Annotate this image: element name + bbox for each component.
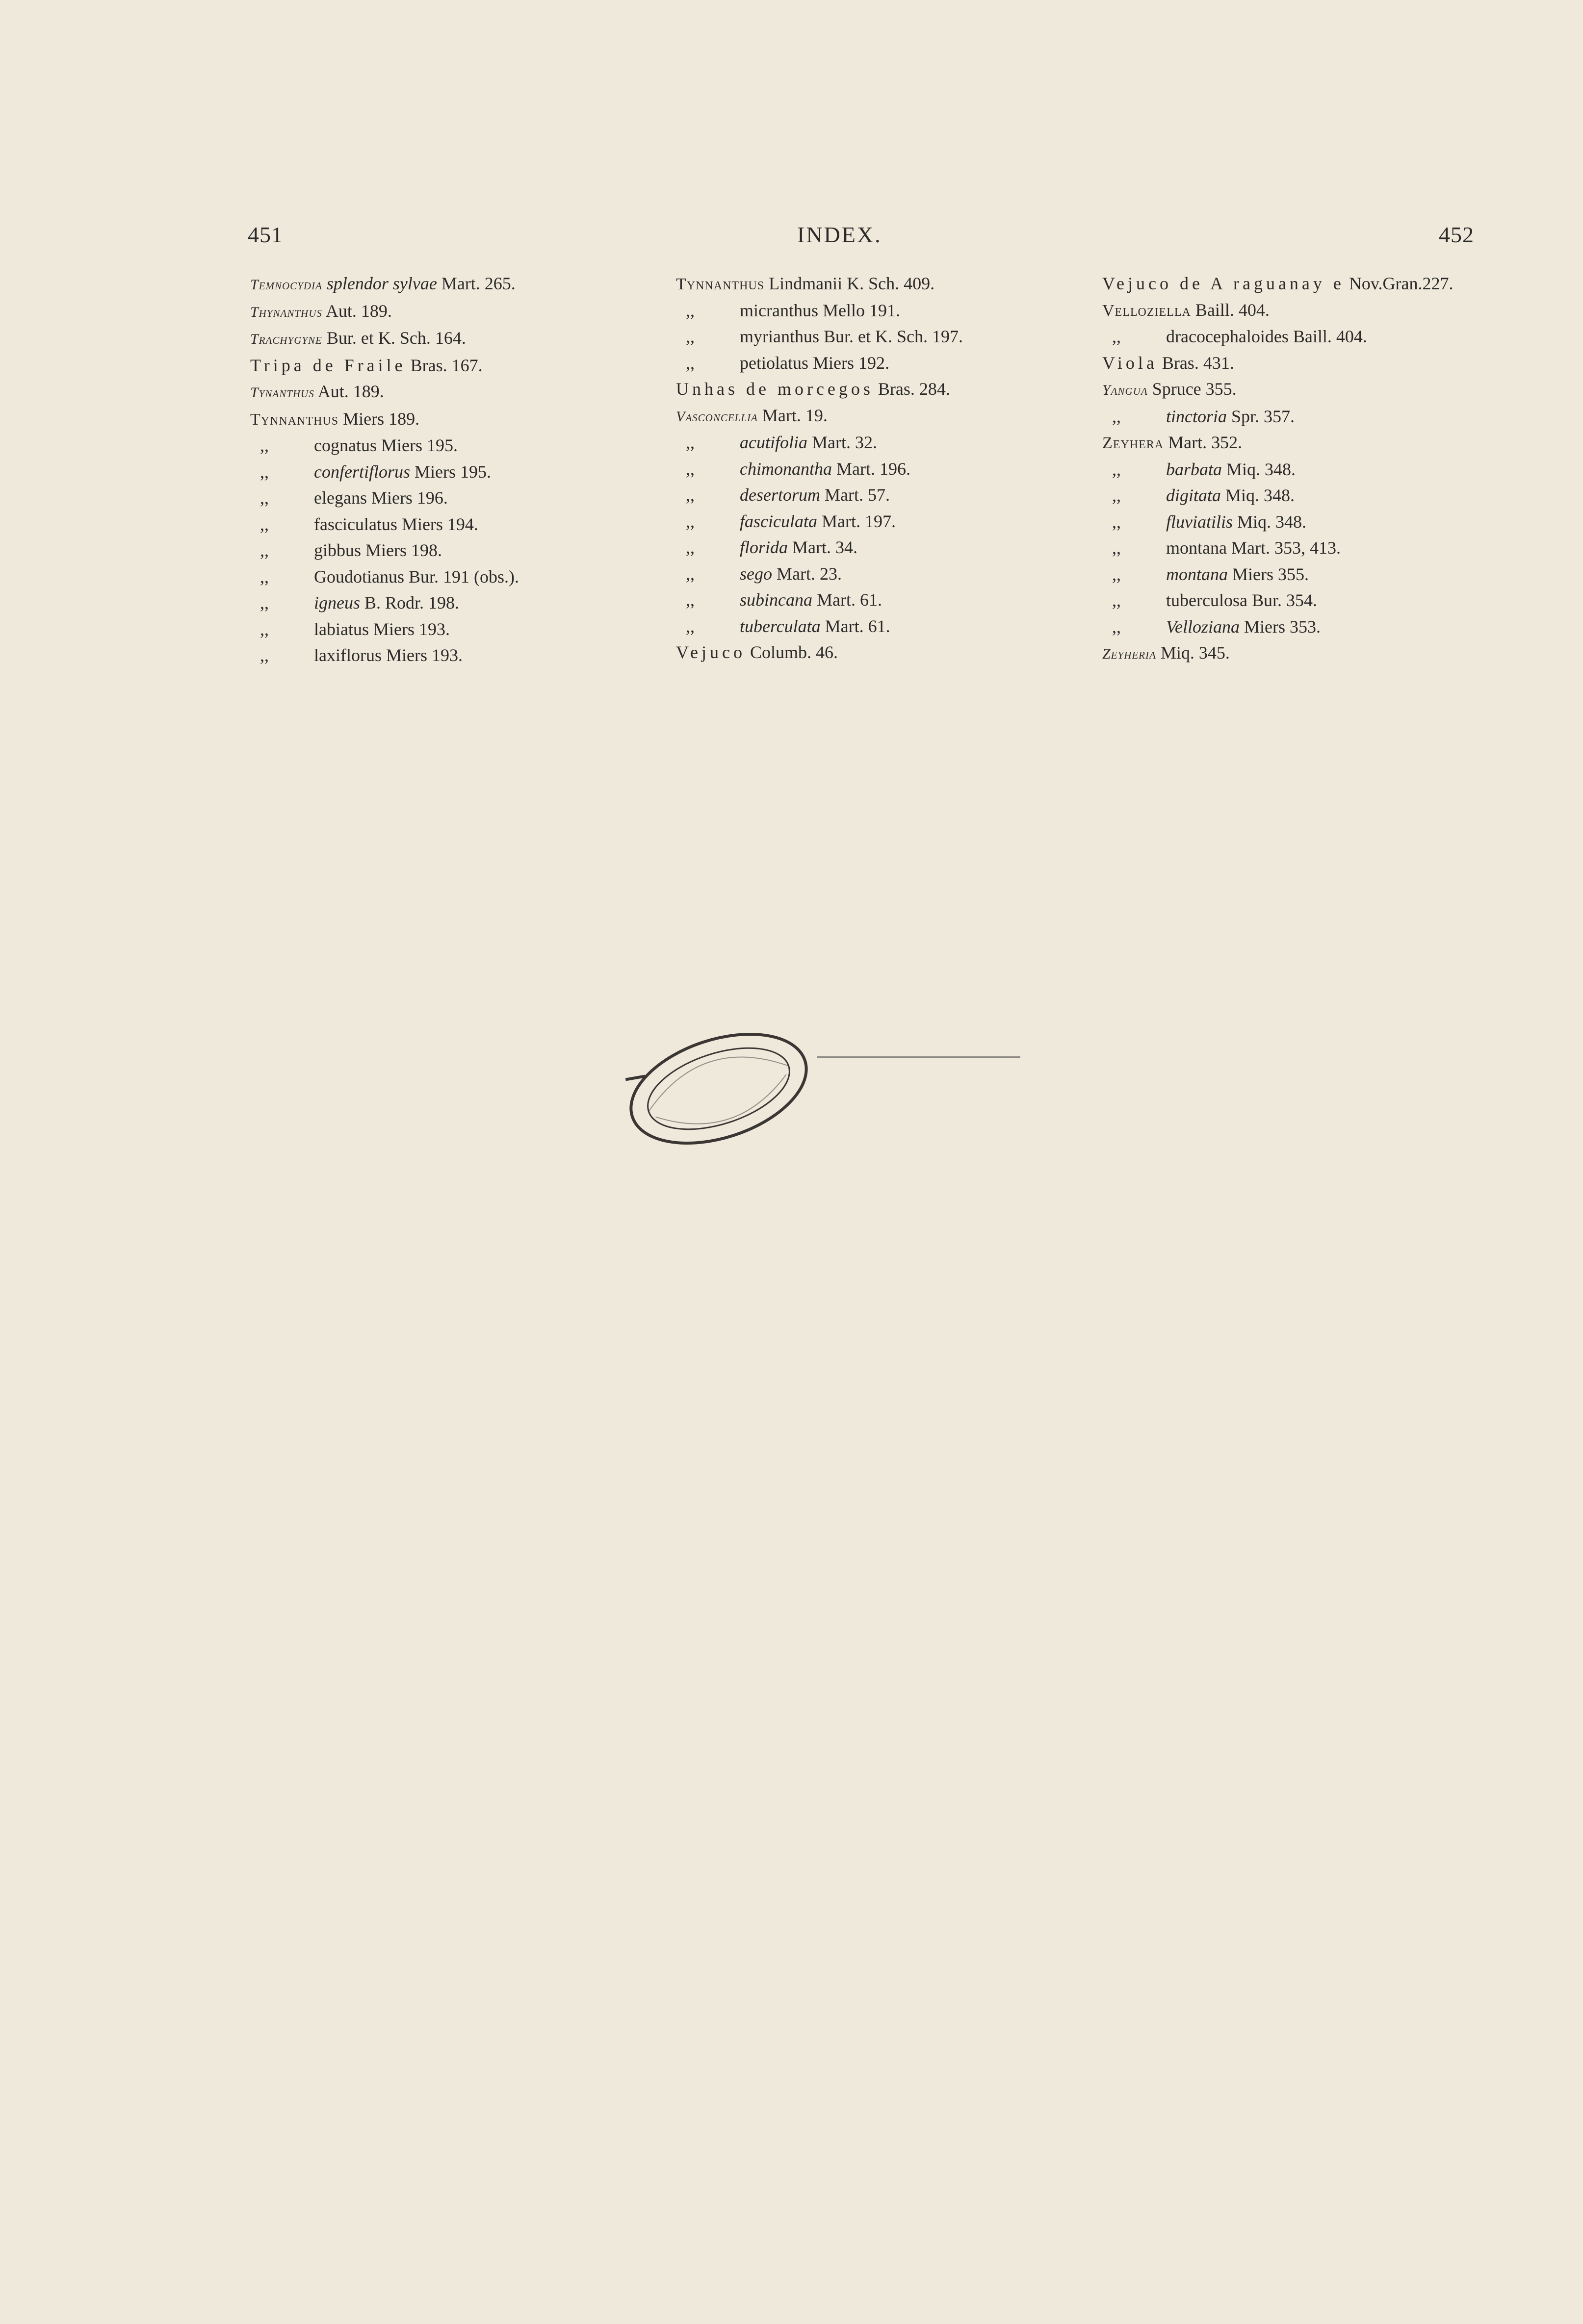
entry-text: Goudotianus Bur. 191 (obs.). (314, 566, 519, 587)
ditto-mark: ,, (260, 645, 269, 665)
entry-text: florida (740, 537, 788, 557)
index-entry (1102, 562, 1485, 588)
ditto-mark: ,, (686, 485, 695, 505)
ditto-mark: ,, (686, 459, 695, 479)
index-entry (676, 456, 1108, 483)
ditto-mark: ,, (686, 511, 695, 531)
page-title: INDEX. (797, 222, 882, 247)
ditto-mark: ,, (686, 563, 695, 584)
ditto-mark: ,, (1112, 564, 1121, 584)
entry-text: Mart. 61. (812, 590, 882, 610)
entry-text: Miers 355. (1228, 564, 1309, 584)
entry-text: splendor sylvae (322, 274, 437, 293)
entry-text: micranthus Mello 191. (740, 300, 900, 320)
entry-text: Spr. 357. (1227, 406, 1295, 426)
index-entry (250, 325, 682, 353)
index-entry (1102, 297, 1485, 324)
ditto-mark: ,, (1112, 616, 1121, 637)
entry-text: Bras. 167. (406, 355, 483, 375)
page-number-left: 451 (248, 222, 283, 247)
ditto-mark: ,, (1112, 511, 1121, 532)
page-header (248, 222, 1474, 256)
entry-text: Miq. 348. (1233, 511, 1307, 532)
entry-text: Zeyheria (1102, 646, 1156, 662)
index-entry (250, 433, 682, 459)
entry-text: Velloziana (1166, 616, 1240, 637)
entry-text: Vejuco (676, 642, 746, 662)
entry-text: Mart. 23. (772, 563, 842, 584)
ditto-mark: ,, (686, 433, 695, 452)
index-entry (676, 350, 1108, 377)
entry-text: Miq. 345. (1156, 643, 1230, 663)
index-entry (1102, 350, 1485, 377)
horizontal-rule (817, 1056, 1020, 1058)
index-entry (1102, 324, 1485, 350)
index-entry (1102, 271, 1485, 297)
entry-text: Mart. 61. (820, 616, 890, 636)
entry-text: Temnocydia (250, 277, 322, 293)
ditto-mark: ,, (260, 461, 269, 482)
entry-text: Mart. 196. (831, 459, 910, 479)
ditto-mark: ,, (686, 590, 695, 610)
entry-text: chimonantha (740, 459, 832, 479)
entry-text: Unhas de morcegos (676, 379, 874, 399)
page-number-right: 452 (1439, 222, 1474, 247)
library-stamp (616, 1022, 822, 1155)
entry-text: Mart. 265. (437, 274, 516, 293)
entry-text: Tripa de Fraile (250, 355, 406, 375)
index-column-1 (250, 271, 682, 669)
entry-text: montana (1166, 564, 1228, 584)
entry-text: Mart. 197. (817, 511, 896, 531)
index-entry (676, 587, 1108, 613)
entry-text: Vasconcellia (676, 408, 758, 425)
index-entry (676, 482, 1108, 509)
entry-text: Spruce 355. (1147, 379, 1237, 399)
index-entry (1102, 430, 1485, 457)
entry-text: Vejuco de A raguanay e (1102, 274, 1345, 293)
index-entry (250, 511, 682, 538)
entry-text: confertiflorus (314, 461, 410, 482)
entry-text: fasciculata (740, 511, 817, 531)
ditto-mark: ,, (1112, 327, 1121, 346)
entry-text: acutifolia (740, 433, 807, 452)
entry-text: Yangua (1102, 382, 1148, 398)
ditto-mark: ,, (1112, 485, 1121, 505)
entry-text: Tynnanthus (250, 410, 339, 429)
index-entry (250, 642, 682, 669)
entry-text: Miq. 348. (1222, 459, 1296, 479)
entry-text: Viola (1102, 353, 1158, 373)
index-entry (676, 324, 1108, 350)
entry-text: Aut. 189. (314, 382, 384, 401)
entry-text: barbata (1166, 459, 1222, 479)
index-entry (676, 509, 1108, 535)
entry-text: Thynanthus (250, 304, 322, 320)
entry-text: tuberculosa Bur. 354. (1166, 590, 1317, 610)
entry-text: Miers 195. (410, 461, 491, 482)
index-entry (676, 403, 1108, 430)
index-entry (1102, 535, 1485, 562)
ditto-mark: ,, (260, 435, 269, 455)
ditto-mark: ,, (686, 537, 695, 557)
index-entry (676, 535, 1108, 561)
entry-text: Nov.Gran.227. (1344, 274, 1453, 293)
index-entry (250, 271, 682, 298)
ditto-mark: ,, (260, 514, 269, 534)
index-entry (1102, 404, 1485, 430)
ditto-mark: ,, (260, 593, 269, 613)
entry-text: fluviatilis (1166, 511, 1233, 532)
entry-text: Baill. 404. (1191, 300, 1270, 320)
index-entry (250, 537, 682, 564)
index-column-3 (1102, 271, 1485, 667)
entry-text: laxiflorus Miers 193. (314, 645, 463, 665)
entry-text: Columb. 46. (745, 642, 838, 662)
index-entry (250, 459, 682, 485)
index-entry (676, 430, 1108, 456)
ditto-mark: ,, (686, 300, 695, 320)
entry-text: tuberculata (740, 616, 821, 636)
index-entry (1102, 587, 1485, 614)
entry-text: digitata (1166, 485, 1221, 505)
index-entry (1102, 483, 1485, 509)
ditto-mark: ,, (1112, 590, 1121, 610)
index-entry (676, 271, 1108, 298)
entry-text: Mart. 57. (820, 485, 890, 505)
index-entry (250, 406, 682, 433)
entry-text: desertorum (740, 485, 820, 505)
entry-text: Tynnanthus (676, 275, 765, 293)
index-entry (250, 298, 682, 326)
entry-text: myrianthus Bur. et K. Sch. 197. (740, 327, 963, 346)
entry-text: Bras. 284. (873, 379, 950, 399)
index-entry (676, 561, 1108, 587)
entry-text: dracocephaloides Baill. 404. (1166, 327, 1367, 346)
entry-text: tinctoria (1166, 406, 1227, 426)
index-entry (1102, 376, 1485, 404)
entry-text: Trachygyne (250, 331, 322, 347)
entry-text: sego (740, 563, 772, 584)
entry-text: gibbus Miers 198. (314, 540, 442, 560)
entry-text: fasciculatus Miers 194. (314, 514, 478, 534)
entry-text: Tynanthus (250, 384, 314, 401)
index-entry (1102, 509, 1485, 536)
entry-text: Zeyhera (1102, 434, 1164, 452)
entry-text: Mart. 19. (757, 405, 828, 425)
index-entry (676, 376, 1108, 403)
ditto-mark: ,, (260, 488, 269, 508)
entry-text: subincana (740, 590, 812, 610)
entry-text: Velloziella (1102, 301, 1191, 320)
entry-text: Bur. et K. Sch. 164. (322, 328, 466, 348)
entry-text: Miers 189. (338, 409, 420, 429)
entry-text: Mart. 352. (1164, 433, 1243, 452)
entry-text: Bras. 431. (1157, 353, 1234, 373)
index-entry (250, 590, 682, 616)
index-entry (250, 616, 682, 643)
entry-text: petiolatus Miers 192. (740, 353, 889, 373)
index-entry (1102, 614, 1485, 640)
entry-text: cognatus Miers 195. (314, 435, 458, 455)
ditto-mark: ,, (686, 616, 695, 636)
entry-text: igneus (314, 593, 360, 613)
entry-text: Lindmanii K. Sch. 409. (764, 274, 935, 293)
index-entry (250, 379, 682, 406)
entry-text: labiatus Miers 193. (314, 619, 450, 639)
index-entry (250, 564, 682, 590)
ditto-mark: ,, (260, 540, 269, 560)
ditto-mark: ,, (1112, 406, 1121, 426)
ditto-mark: ,, (1112, 459, 1121, 479)
entry-text: Miq. 348. (1221, 485, 1295, 505)
index-entry (676, 613, 1108, 640)
ditto-mark: ,, (1112, 538, 1121, 558)
ditto-mark: ,, (686, 353, 695, 373)
index-entry (1102, 640, 1485, 667)
entry-text: Miers 353. (1240, 616, 1321, 637)
ditto-mark: ,, (686, 327, 695, 346)
index-entry (676, 298, 1108, 324)
entry-text: montana Mart. 353, 413. (1166, 538, 1341, 558)
ditto-mark: ,, (260, 566, 269, 587)
index-entry (1102, 457, 1485, 483)
index-entry (676, 639, 1108, 666)
index-entry (250, 485, 682, 511)
index-entry (250, 353, 682, 379)
index-column-2 (676, 271, 1108, 666)
entry-text: elegans Miers 196. (314, 488, 448, 508)
entry-text: Mart. 32. (807, 433, 877, 452)
entry-text: B. Rodr. 198. (360, 593, 460, 613)
entry-text: Mart. 34. (788, 537, 857, 557)
ditto-mark: ,, (260, 619, 269, 639)
entry-text: Aut. 189. (322, 301, 392, 321)
